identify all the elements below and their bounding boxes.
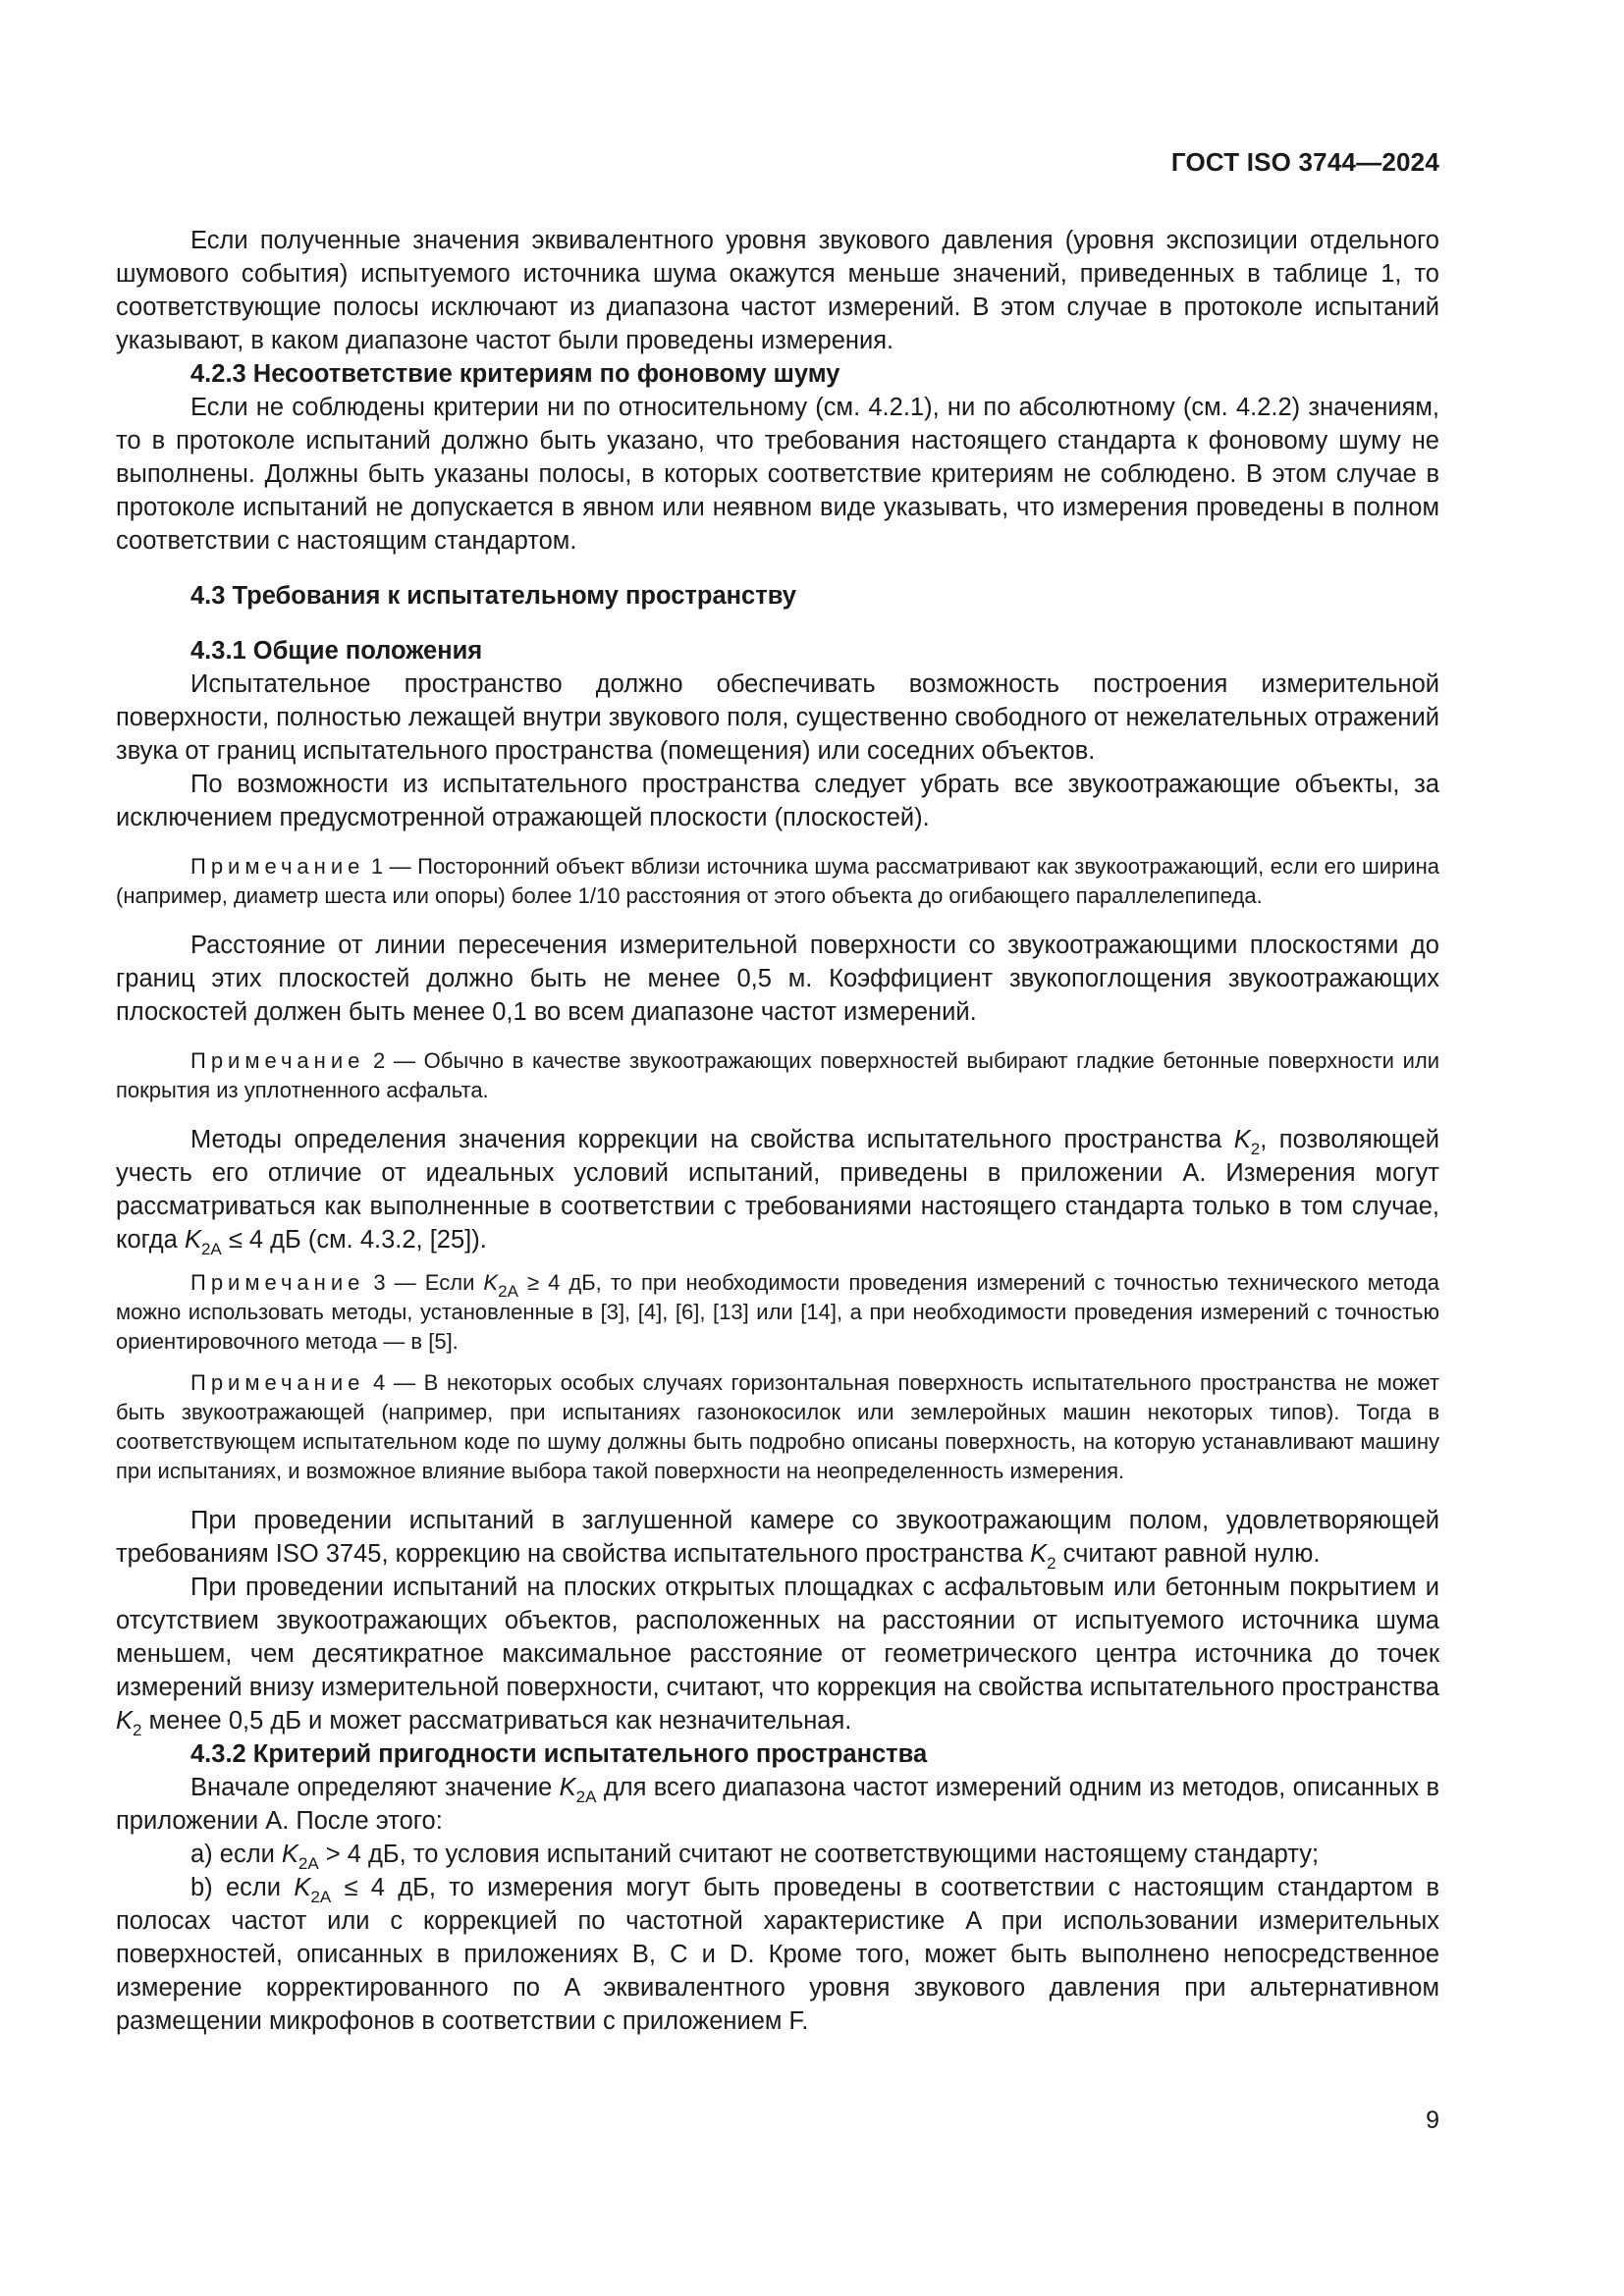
paragraph-anechoic-room: При проведении испытаний в заглушенной камере со звукоотражающим полом, удовлетворяющей требованиям ISO 3745, коррекцию на свойства испытательного пространства $K_2$ считают равной нулю. — [116, 1507, 1439, 1573]
subscript: 2A — [310, 1888, 332, 1906]
subscript: 2A — [498, 1282, 518, 1301]
note-4 — [116, 1368, 1439, 1486]
note-text: — Посторонний объект вблизи источника шума рассматривают как звукоотражающий, если его ширина (например, диаметр шеста или опоры) более 1/10 расстояния от этого объекта до огибающего параллелепипеда. — [116, 854, 1439, 908]
subscript: 2 — [133, 1721, 142, 1739]
subscript: 2A — [200, 1240, 222, 1258]
paragraph-reflecting-plane-distance: Расстояние от линии пересечения измерительной поверхности со звукоотражающими плоскостями до границ этих плоскостей должно быть не менее 0,5 м. Коэффициент звукопоглощения звукоотражающих плоскостей должен быть менее 0,1 во всем диапазоне частот измерений. — [116, 932, 1439, 1026]
note-label: Примечание — [190, 1048, 365, 1073]
symbol-k: K — [1233, 1126, 1251, 1153]
subscript: 2 — [1250, 1140, 1261, 1158]
paragraph-background-noise-noncompliance: Если не соблюдены критерии ни по относительному (см. 4.2.1), ни по абсолютному (см. 4.2.2) значениям, то в протоколе испытаний должно быть указано, что требования настоящего стандарта к фоновому шуму не выполнены. Должны быть указаны полосы, в которых соответствие критериям не соблюдено. В этом случае в протоколе испытаний не допускается в явном или неявном виде указывать, что измерения проведены в полном соответствии с настоящим стандартом. — [116, 394, 1439, 555]
paragraph-k2-correction-methods: Методы определения значения коррекции на свойства испытательного пространства $K_2$, позволяющей учесть его отличие от идеальных условий испытаний, приведены в приложении А. Измерения могут рассматриваться как выполненные в соответствии с требованиями настоящего стандарта только в том случае, когда $K_{2A} \le 4$ дБ (см. 4.3.2, [25]). — [116, 1126, 1439, 1258]
note-1 — [116, 852, 1439, 911]
list-item-a: a) если $K_{2A} > 4$ дБ, то условия испытаний считают не соответствующими настоящему стандарту; — [190, 1841, 1320, 1873]
paragraph-determine-k2a: Вначале определяют значение $K_{2A}$ для всего диапазона частот измерений одним из методов, описанных в приложении А. После этого: — [116, 1774, 1439, 1835]
note-text: — Обычно в качестве звукоотражающих поверхностей выбирают гладкие бетонные поверхности или покрытия из уплотненного асфальта. — [116, 1048, 1439, 1102]
page-number: 9 — [1426, 2107, 1439, 2134]
paragraph-remove-reflecting-objects: По возможности из испытательного пространства следует убрать все звукоотражающие объекты, за исключением предусмотренной отражающей плоскости (плоскостей). — [116, 771, 1439, 831]
note-2 — [116, 1046, 1439, 1105]
symbol-k: K — [116, 1707, 134, 1735]
heading-4-3-2: 4.3.2 Критерий пригодности испытательного пространства — [190, 1740, 928, 1768]
note-3: Примечание 3 — Если $K_{2A} \ge 4$ дБ, то при необходимости проведения измерений с точностью технического метода можно использовать методы, установленные в [3], [4], [6], [13] или [14], а при необходимости проведения измерений с точностью ориентировочного метода — в [5]. — [116, 1270, 1439, 1354]
page-content — [116, 224, 1439, 2038]
subscript: 2 — [1047, 1554, 1056, 1573]
paragraph-test-space-general: Испытательное пространство должно обеспечивать возможность построения измерительной поверхности, полностью лежащей внутри звукового поля, существенно свободного от нежелательных отражений звука от границ испытательного пространства (помещения) или соседних объектов. — [116, 670, 1439, 765]
heading-4-3-1: 4.3.1 Общие положения — [190, 637, 483, 665]
paragraph-open-sites: При проведении испытаний на плоских открытых площадках с асфальтовым или бетонным покрытием и отсутствием звукоотражающих объектов, расположенных на расстоянии от испытуемого источника шума меньшем, чем десятикратное максимальное расстояние от геометрического центра источника до точек измерений внизу измерительной поверхности, считают, что коррекция на свойства испытательного пространства $K_2$ менее 0,5 дБ и может рассматриваться как незначительная. — [116, 1574, 1439, 1739]
subscript: 2A — [298, 1854, 319, 1873]
note-number: 1 — [370, 854, 384, 879]
heading-4-3: 4.3 Требования к испытательному пространству — [190, 582, 796, 610]
symbol-k: K — [483, 1270, 499, 1295]
subscript: 2A — [575, 1788, 597, 1806]
list-item-b: b) если $K_{2A} \le 4$ дБ, то измерения могут быть проведены в соответствии с настоящим стандартом в полосах частот или с коррекцией по частотной характеристике A при использовании измерительных поверхностей, описанных в приложениях B, C и D. Кроме того, может быть выполнено непосредственное измерение корректированного по A эквивалентного уровня звукового давления при альтернативном размещении микрофонов в соответствии с приложением F. — [116, 1874, 1439, 2035]
heading-4-2-3: 4.2.3 Несоответствие критериям по фоновому шуму — [190, 360, 840, 388]
symbol-k: K — [294, 1874, 311, 1901]
document-header: ГОСТ ISO 3744—2024 — [1170, 147, 1439, 177]
note-label: Примечание — [190, 1270, 365, 1295]
symbol-k: K — [1030, 1540, 1048, 1568]
note-number: 2 — [373, 1048, 386, 1073]
note-text: — В некоторых особых случаях горизонтальная поверхность испытательного пространства не может быть звукоотражающей (например, при испытаниях газонокосилок или землеройных машин некоторых типов). Тогда в соответствующем испытательном коде по шуму должны быть подробно описаны поверхность, на которую устанавливают машину при испытаниях, и возможное влияние выбора такой поверхности на неопределенность измерения. — [116, 1370, 1439, 1483]
note-label: Примечание — [190, 1370, 365, 1395]
symbol-k: K — [184, 1226, 201, 1254]
symbol-k: K — [281, 1841, 298, 1868]
symbol-k: K — [559, 1774, 576, 1801]
note-number: 3 — [373, 1270, 386, 1295]
paragraph-band-exclusion: Если полученные значения эквивалентного уровня звукового давления (уровня экспозиции отдельного шумового события) испытуемого источника шума окажутся меньше значений, приведенных в таблице 1, то соответствующие полосы исключают из диапазона частот измерений. В этом случае в протоколе испытаний указывают, в каком диапазоне частот были проведены измерения. — [116, 227, 1439, 354]
note-number: 4 — [373, 1370, 386, 1395]
note-label: Примечание — [190, 854, 365, 879]
